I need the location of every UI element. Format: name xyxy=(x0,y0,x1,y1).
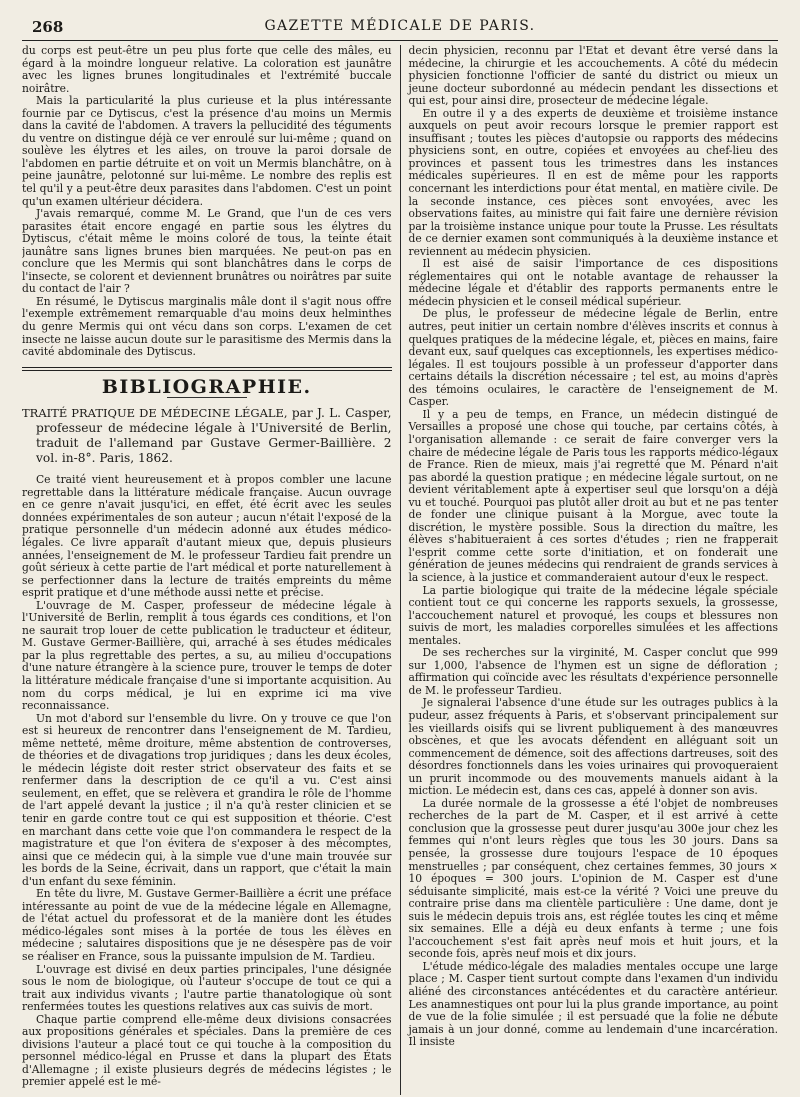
left-column xyxy=(22,45,400,1095)
paragraph: De ses recherches sur la virginité, M. Casper conclut que 999 sur 1,000, l'absence de l'hymen est un signe de défloration ; affirmation qui coïncide avec les résultats d'expérience personnelle de M. le professeur Tardieu. xyxy=(408,646,778,697)
paragraph: En tête du livre, M. Gustave Germer-Baillière a écrit une préface intéressante au point de vue de la médecine légale en Allemagne, de l'état actuel du professorat et de la manière dont les études médico-légales sont mises à la portée de tous les élèves en médecine ; salutaires dispositions que je ne désespère pas de voir se réaliser en France, sous la puissante impulsion de M. Tardieu. xyxy=(22,887,392,963)
paragraph: decin physicien, reconnu par l'État et devant être versé dans la médecine, la chirurgie et les accouchements. A côté du médecin physicien fonctionne l'officier de santé du district ou mieux un jeune docteur subordonné au médecin pendant les dissections et qui est, pour ainsi dire, prosecteur de médecine légale. xyxy=(408,45,778,108)
two-column-body xyxy=(22,45,778,1095)
running-title: GAZETTE MÉDICALE DE PARIS. xyxy=(264,18,536,34)
paragraph: Il est aisé de saisir l'importance de ces dispositions réglementaires qui ont le notable avantage de rehausser la médecine légale et d'établir des rapports permanents entre le médecin physicien et le conseil médical supérieur. xyxy=(408,257,778,308)
page-number: 268 xyxy=(32,18,64,36)
right-column xyxy=(400,45,778,1095)
paragraph: L'ouvrage est divisé en deux parties principales, l'une désignée sous le nom de biologique, où l'auteur s'occupe de tout ce qui a trait aux individus vivants ; l'autre partie thanatologique où sont renfermées toutes les questions relatives aux cas suivis de mort. xyxy=(22,962,392,1014)
paragraph: Un mot d'abord sur l'ensemble du livre. On y trouve ce que l'on est si heureux de rencontrer dans l'enseignement de M. Tardieu, même netteté, même droiture, même abstention de controverses, de théories et de divagations trop juridiques ; dans les deux écoles, le médecin légiste doit rester strict observateur des faits et se renfermer dans la description de ce qu'il a vu. C'est ainsi seulement, en effet, que se relèvera et grandira le rôle de l'homme de l'art appelé devant la justice ; il n'a qu'à rester clinicien et se tenir en garde contre tout ce qui est supposition et théorie. C'est en marchant dans cette voie que l'on commandera le respect de la magistrature et que l'on évitera de s'exposer à des mécomptes, ainsi que ce médecin qui, à la simple vue d'une main trouvée sur les bords de la Seine, écrivait, dans un rapport, que c'était la main d'un enfant du sexe féminin. xyxy=(22,711,392,888)
paragraph: Mais la particularité la plus curieuse et la plus intéressante fournie par ce Dytiscus, c'est la présence d'au moins un Mermis dans la cavité de l'abdomen. A travers la pellucidité des téguments du ventre on distingue déjà ce ver enroulé sur lui-même ; quand on soulève les élytres et les ailes, on trouve la paroi dorsale de l'abdomen en partie détruite et on voit un Mermis blanchâtre, on à peine jaunâtre, pelotonné sur lui-même. Le nombre des replis est tel qu'il y a peut-être deux parasites dans l'abdomen. C'est un point qu'un examen ultérieur décidera. xyxy=(22,94,392,208)
paragraph: En outre il y a des experts de deuxième et troisième instance auxquels on peut avoir recours lorsque le premier rapport est insuffisant ; toutes les pièces d'autopsie ou rapports des médecins physiciens sont, en outre, copiées et envoyées au chef-lieu des provinces et passent tous les trimestres dans les instances médicales supérieures. Il en est de même pour les rapports concernant les interdictions pour état mental, en matière civile. De la seconde instance, ces pièces sont envoyées, avec les observations faites, au ministre qui fait faire une dernière révision par la troisième instance unique pour toute la Prusse. Les résultats de ce dernier examen sont communiqués à la deuxième instance et reviennent au médecin physicien. xyxy=(408,106,778,258)
book-citation xyxy=(22,406,392,466)
paragraph: La partie biologique qui traite de la médecine légale spéciale contient tout ce qui concerne les rapports sexuels, la grossesse, l'accouchement naturel et provoqué, les coups et blessures non suivis de mort, les maladies corporelles simulées et les affections mentales. xyxy=(408,583,778,647)
paragraph: du corps est peut-être un peu plus forte que celle des mâles, eu égard à la moindre longueur relative. La coloration est jaunâtre avec les lignes brunes longitudinales et l'extrémité buccale noirâtre. xyxy=(22,45,392,95)
paragraph: Chaque partie comprend elle-même deux divisions consacrées aux propositions générales et spéciales. Dans la première de ces divisions l'auteur a placé tout ce qui touche à la composition du personnel médico-légal en Prusse et dans la plupart des États d'Allemagne ; il existe plusieurs degrés de médecins légistes ; le premier appelé est le mé- xyxy=(22,1012,392,1089)
paragraph: J'avais remarqué, comme M. Le Grand, que l'un de ces vers parasites était encore engagé en partie sous les élytres du Dytiscus, c'était même le moins coloré de tous, la teinte était jaunâtre sans lignes brunes bien marquées. Ne peut-on pas en conclure que les Mermis qui sont blanchâtres dans le corps de l'insecte, se colorent et deviennent brunâtres ou noirâtres par suite du contact de l'air ? xyxy=(22,207,392,296)
paragraph: Je signalerai l'absence d'une étude sur les outrages publics à la pudeur, assez fréquents à Paris, et s'observant principalement sur les vieillards oisifs qui se livrent publiquement à des manœuvres obscènes, et que les avocats défendent en alléguant soit un commencement de démence, soit des affections dartreuses, soit des désordres fonctionnels dans les voies urinaires qui provoqueraient un prurit incommode ou des mouvements manuels aidant à la miction. Le médecin est, dans ces cas, appelé à donner son avis. xyxy=(408,696,778,798)
section-divider xyxy=(22,367,392,371)
citation-details: par J. L. Casper, professeur de médecine légale à l'Université de Berlin, traduit de l'allemand par Gustave Germer-Baillière. 2 vol. in-8°. Paris, 1862. xyxy=(36,406,392,466)
paragraph: L'ouvrage de M. Casper, professeur de médecine légale à l'Université de Berlin, remplit à tous égards ces conditions, et l'on ne saurait trop louer de cette publication le traducteur et éditeur, M. Gustave Germer-Baillière, qui, arraché à ses études médicales par la plus regrettable des pertes, a su, au milieu d'occupations d'une nature étrangère à la science pure, trouver le temps de doter la littérature médicale française d'une si importante acquisition. Au nom du corps médical, je lui en exprime ici ma vive reconnaissance. xyxy=(22,598,392,713)
paragraph: Il y a peu de temps, en France, un médecin distingué de Versailles a proposé une chose qui touche, par certains côtés, à l'organisation allemande : ce serait de faire converger vers la chaire de médecine légale de Paris tous les rapports médico-légaux de France. Rien de mieux, mais j'ai regretté que M. Pénard n'ait pas abordé la question pratique ; en médecine légale surtout, on ne devient véritablement apte à expertiser seul que lorsqu'on a déjà vu et touché. Pourquoi pas plutôt aller droit au but et ne pas tenter de fonder une clinique puisant à la Morgue, avec toute la discrétion, le mystère possible. Sous la direction du maître, les élèves s'habitueraient à ces sortes d'études ; rien ne frapperait l'esprit comme cette sorte d'initiation, et on fonderait une génération de jeunes médecins qui rendraient de grands services à la science, à la justice et commanderaient autour d'eux le respect. xyxy=(408,407,778,584)
section-title: BIBLIOGRAPHIE. xyxy=(101,375,312,398)
page-header xyxy=(22,14,778,41)
paragraph: En résumé, le Dytiscus marginalis mâle dont il s'agit nous offre l'exemple extrêmement remarquable d'au moins deux helminthes du genre Mermis qui ont vécu dans son corps. L'examen de cet insecte ne laisse aucun doute sur le parasitisme des Mermis dans la cavité abdominale des Dytiscus. xyxy=(22,294,392,359)
citation-title: TRAITÉ PRATIQUE DE MÉDECINE LÉGALE, xyxy=(22,406,288,421)
paragraph: De plus, le professeur de médecine légale de Berlin, entre autres, peut initier un certain nombre d'élèves inscrits et connus à quelques pratiques de la médecine légale, et, pièces en mains, faire devant eux, sauf quelques cas exceptionnels, les expertises médico-légales. Il est toujours possible à un professeur d'apporter dans certains détails la discrétion nécessaire ; tel est, au moins d'après des témoins oculaires, le caractère de l'enseignement de M. Casper. xyxy=(408,307,778,409)
paragraph: Ce traité vient heureusement et à propos combler une lacune regrettable dans la littérature médicale française. Aucun ouvrage en ce genre n'avait jusqu'ici, en effet, été écrit avec les seules données expérimentales de son auteur ; aucun n'était l'exposé de la pratique personnelle d'un médecin adonné aux études médico-légales. Ce livre apparaît d'autant mieux que, depuis plusieurs années, l'enseignement de M. le professeur Tardieu fait prendre un goût sérieux à cette partie de l'art médical et porte naturellement à se perfectionner dans la lecture de traités empreints du même esprit pratique et d'une méthode aussi nette et précise. xyxy=(22,473,392,600)
paragraph: La durée normale de la grossesse a été l'objet de nombreuses recherches de la part de M. Casper, et il est arrivé à cette conclusion que la grossesse peut durer jusqu'au 300e jour chez les femmes qui n'ont leurs règles que tous les 30 jours. Dans sa pensée, la grossesse dure toujours l'espace de 10 époques menstruelles ; par conséquent, chez certaines femmes, 30 jours × 10 époques = 300 jours. L'opinion de M. Casper est d'une séduisante simplicité, mais est-ce la vérité ? Voici une preuve du contraire prise dans ma clientèle particulière : Une dame, dont je suis le médecin depuis trois ans, est réglée toutes les cinq et même six semaines. Elle a déjà eu deux enfants à terme ; une fois l'accouchement s'est fait après neuf mois et huit jours, et la seconde fois, après neuf mois et dix jours. xyxy=(408,796,778,961)
paragraph: L'étude médico-légale des maladies mentales occupe une large place ; M. Casper tient surtout compte dans l'examen d'un individu aliéné des circonstances antécédentes et du caractère antérieur. Les anamnestiques ont pour lui la plus grande importance, au point de vue de la folie simulée ; il est persuadé que la folie ne débute jamais à un jour donné, comme au lendemain d'une incarcération. Il insiste xyxy=(408,959,778,1049)
